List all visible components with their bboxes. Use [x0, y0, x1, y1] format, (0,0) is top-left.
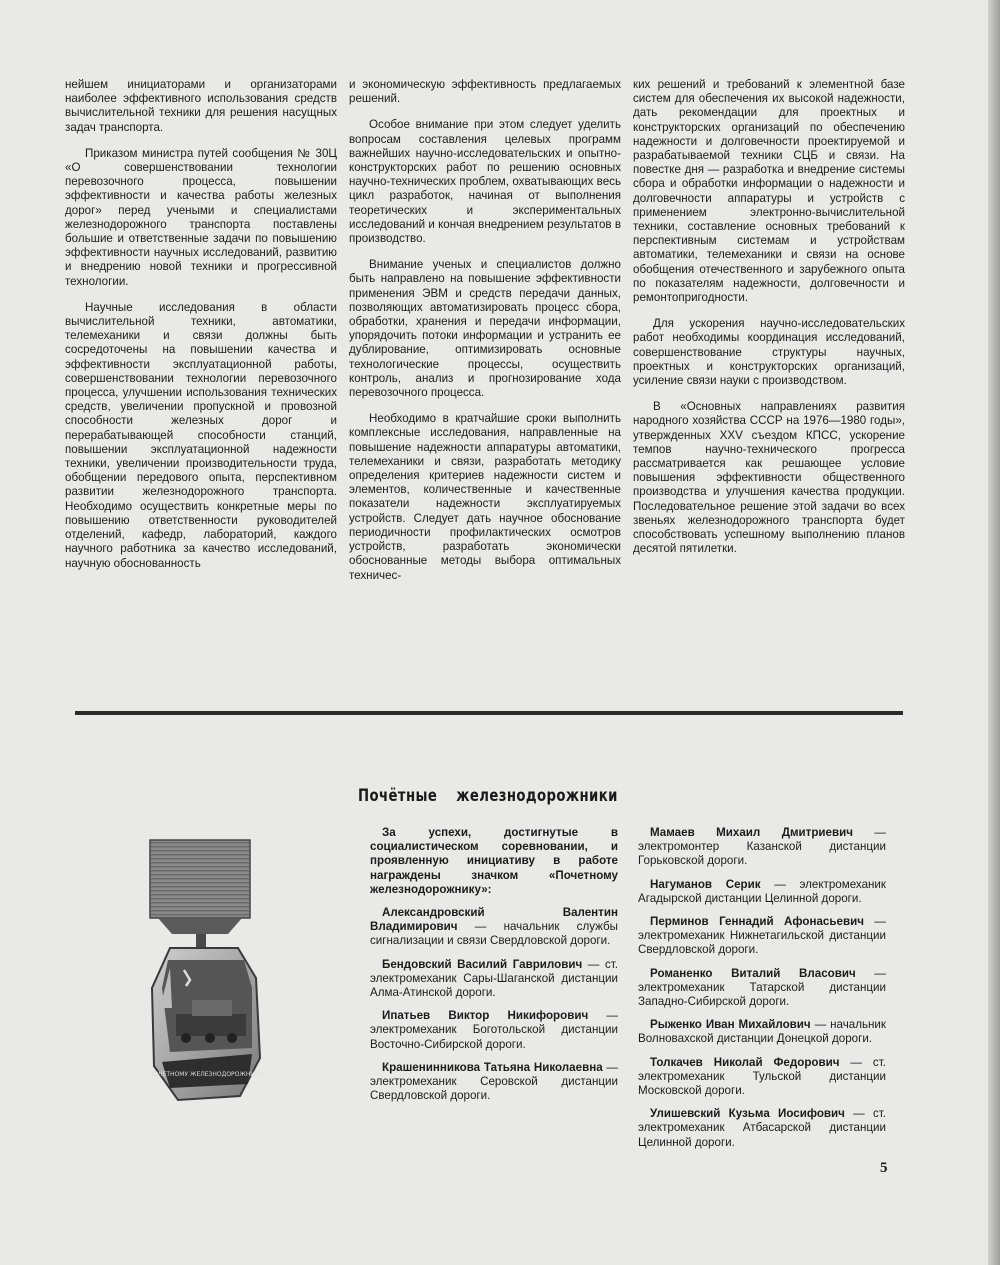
award-desc: — электромеханик Агадырской дистанции Целинной дороги. [638, 877, 886, 905]
page-number: 5 [880, 1160, 888, 1176]
award-name: Перминов Геннадий Афонасьевич [650, 915, 864, 929]
award-desc: — ст. электромеханик Атбасарской дистанции Целинной дороги. [638, 1107, 886, 1149]
award-name: Крашенинникова Татьяна Николаевна [382, 1060, 603, 1074]
honorary-railwayman-badge [148, 838, 270, 1116]
award-entry [370, 1009, 618, 1052]
award-desc: — электромонтер Казанской дистанции Горьковской дороги. [638, 826, 886, 868]
award-desc: — электромеханик Нижнетагильской дистанции Свердловской дороги. [638, 915, 886, 957]
paragraph: нейшем инициаторами и организаторами наиболее эффективного использования средств вычислительной техники для решения насущных задач транспорта. [65, 78, 337, 134]
paragraph: Необходимо в кратчайшие сроки выполнить комплексные исследования, направленные на повышение надежности аппаратуры автоматики, телемеханики и связи, разработать методику определения критериев надежности систем и элементов, количественные и качественные показатели надежности эксплуатируемых устройств. Следует дать научное обоснование периодичности профилактических осмотров устройств, разработать экономически обоснованные методы выбора оптимальных техничес- [349, 412, 621, 582]
award-entry [638, 1107, 886, 1150]
award-desc: — электромеханик Серовской дистанции Свердловской дороги. [370, 1060, 618, 1103]
award-name: Ипатьев Виктор Никифорович [382, 1009, 589, 1023]
award-entry [638, 878, 886, 906]
award-entry [370, 906, 618, 949]
award-desc: — ст. электромеханик Сары-Шаганской дистанции Алма-Атинской дороги. [370, 957, 618, 1000]
award-column-right [638, 826, 886, 1159]
paragraph: Внимание ученых и специалистов должно быть направлено на повышение эффективности применения ЭВМ и средств передачи данных, позволяющих автоматизировать процесс сбора, обработки, хранения и передачи информации, упорядочить потоки информации и устранить ее дублирование, оптимизировать основные технологические процессы, осуществить контроль, анализ и прогнозирование хода перевозочного процесса. [349, 258, 621, 400]
award-entry [370, 958, 618, 1001]
award-desc: — начальник Волновахской дистанции Донецкой дороги. [638, 1018, 886, 1046]
article-column-2 [349, 78, 621, 595]
award-entry [638, 915, 886, 958]
award-name: Александровский Валентин Владимирович [370, 906, 618, 934]
article-column-3 [633, 78, 905, 569]
award-name: Мамаев Михаил Дмитриевич [650, 826, 853, 839]
article-column-1 [65, 78, 337, 583]
award-name: Бендовский Василий Гаврилович [382, 957, 583, 971]
paragraph: В «Основных направлениях развития народного хозяйства СССР на 1976—1980 годы», утвержденных XXV съездом КПСС, ускорение темпов научно-технического прогресса рассматривается как решающее условие повышения эффективности общественного производства и улучшения качества продукции. Последовательное решение этой задачи во всех звеньях железнодорожного транспорта будет способствовать успешному выполнению планов десятой пятилетки. [633, 400, 905, 556]
section-divider [75, 711, 903, 715]
paragraph: Приказом министра путей сообщения № 30Ц «О совершенствовании технологии перевозочного процесса, повышении эффективности и качества работы железных дорог» перед учеными и специалистами железнодорожного транспорта поставлены большие и ответственные задачи по повышению эффективности научных исследований, развитию и внедрению новой техники и прогрессивной технологии. [65, 146, 337, 288]
award-intro: За успехи, достигнутые в социалистическом соревновании, и проявленную инициативу в работе награждены значком «Почетному железнодорожнику»: [370, 826, 618, 896]
award-desc: — начальник службы сигнализации и связи Свердловской дороги. [370, 920, 618, 948]
award-entry [638, 967, 886, 1010]
paragraph: Научные исследования в области вычислительной техники, автоматики, телемеханики и связи должны быть сосредоточены на повышении качества и эффективности эксплуатационной работы, совершенствовании технологии перевозочного процесса, улучшении использования технических средств, увеличении пропускной и провозной способности железных дорог и перерабатывающей способности станций, повышении эксплуатационной надежности техники, увеличении производительности труда, обобщении передового опыта, перспективном развитии железнодорожного транспорта. Необходимо осуществить конкретные меры по повышению ответственности руководителей отделений, кафедр, лабораторий, каждого научного работника за качество исследований, научную обоснованность [65, 300, 337, 570]
award-name: Толкачев Николай Федорович [650, 1055, 840, 1069]
award-desc: — ст. электромеханик Тульской дистанции Московской дороги. [638, 1055, 886, 1098]
award-name: Нагуманов Серик [650, 877, 761, 891]
award-entry [370, 1061, 618, 1104]
award-name: Романенко Виталий Власович [650, 966, 856, 980]
award-column-left [370, 826, 618, 1112]
award-entry [638, 1056, 886, 1099]
paragraph: ких решений и требований к элементной базе систем для обеспечения их высокой надежности, дать рекомендации для проектных и конструкторских организаций по обеспечению надежности и долговечности проектируемой и разрабатываемой техники СЦБ и связи. На повестке дня — разработка и внедрение системы сбора и обработки информации о надежности и долговечности аппаратуры и устройств с применением электронно-вычислительной техники, составление основных требований к перспективным системам и устройствам автоматики, телемеханики и связи на основе обобщения отечественного и зарубежного опыта по показателям надежности, долговечности и ремонтопригодности. [633, 78, 905, 305]
award-entry [638, 826, 886, 869]
award-desc: — электромеханик Боготольской дистанции Восточно-Сибирской дороги. [370, 1009, 618, 1051]
paragraph: Для ускорения научно-исследовательских работ необходимы координация исследований, совершенствование структуры научных, проектных и конструкторских организаций, усиление связи науки с производством. [633, 317, 905, 388]
section-title: Почётные железнодорожники [358, 786, 618, 806]
award-name: Улишевский Кузьма Иосифович [650, 1107, 845, 1121]
award-name: Рыженко Иван Михайлович [650, 1018, 811, 1032]
paragraph: Особое внимание при этом следует уделить вопросам составления целевых программ важнейших научно-исследовательских и опытно-конструкторских работ по решению основных научно-технических проблем, охватывающих весь цикл разработок, начиная от выполнения теоретических и экспериментальных исследований и кончая внедрением результатов в производство. [349, 118, 621, 246]
badge-inscription: ПОЧЕТНОМУ ЖЕЛЕЗНОДОРОЖНИКУ [149, 1071, 263, 1078]
award-entry [638, 1018, 886, 1046]
award-desc: — электромеханик Татарской дистанции Западно-Сибирской дороги. [638, 966, 886, 1009]
page-edge-shadow [988, 0, 1000, 1265]
paragraph: и экономическую эффективность предлагаемых решений. [349, 78, 621, 106]
